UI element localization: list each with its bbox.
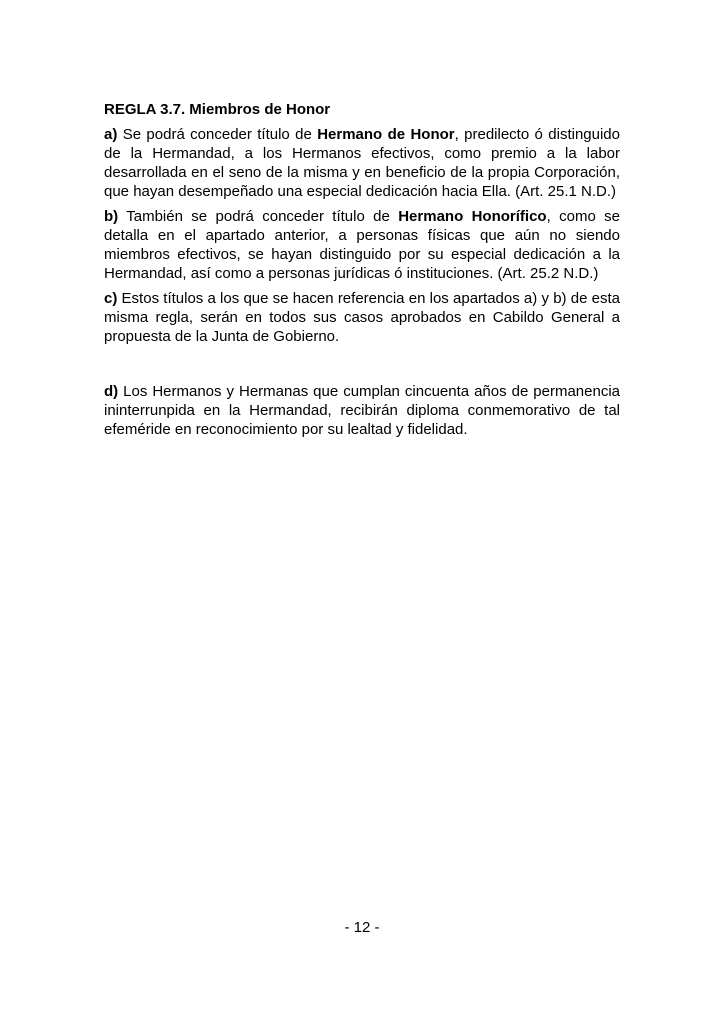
paragraph-a-text-1: Se podrá conceder título de — [117, 126, 318, 143]
paragraph-b-bold-term: Hermano Honorífico — [398, 208, 547, 225]
page-number: - 12 - — [344, 919, 380, 936]
paragraph-d — [104, 382, 620, 439]
paragraph-b-text-1: También se podrá conceder título de — [118, 208, 399, 225]
paragraph-c — [104, 289, 620, 346]
paragraph-a-marker: a) — [104, 126, 118, 143]
paragraph-a-text-2: , predilecto ó distinguido de la Hermandad, a los Hermanos efectivos, como premio a la labor desarrollada en el seno de la misma y en beneficio de la propia Corporación, que hayan desempeñado una especial dedicación hacia Ella. (Art. 25.1 N.D.) — [104, 126, 620, 200]
paragraph-b-text-2: , como se detalla en el apartado anterior, a personas físicas que aún no siendo miembros efectivos, se hayan distinguido por su especial dedicación a la Hermandad, así como a personas jurídicas ó instituciones. (Art. 25.2 N.D.) — [104, 208, 620, 282]
paragraph-a — [104, 125, 620, 201]
paragraph-d-marker: d) — [104, 383, 119, 400]
paragraph-c-text-1: Estos títulos a los que se hacen referencia en los apartados a) y b) de esta misma regla, serán en todos sus casos aprobados en Cabildo General a propuesta de la Junta de Gobierno. — [104, 290, 620, 345]
paragraph-c-marker: c) — [104, 290, 118, 307]
paragraph-a-bold-term: Hermano de Honor — [317, 126, 455, 143]
rule-heading: REGLA 3.7. Miembros de Honor — [104, 101, 331, 118]
paragraph-d-text-1: Los Hermanos y Hermanas que cumplan cincuenta años de permanencia ininterrunpida en la Hermandad, recibirán diploma conmemorativo de tal efeméride en reconocimiento por su lealtad y fidelidad. — [104, 383, 620, 438]
paragraph-b — [104, 207, 620, 283]
paragraph-b-marker: b) — [104, 208, 119, 225]
document-body — [104, 100, 620, 445]
